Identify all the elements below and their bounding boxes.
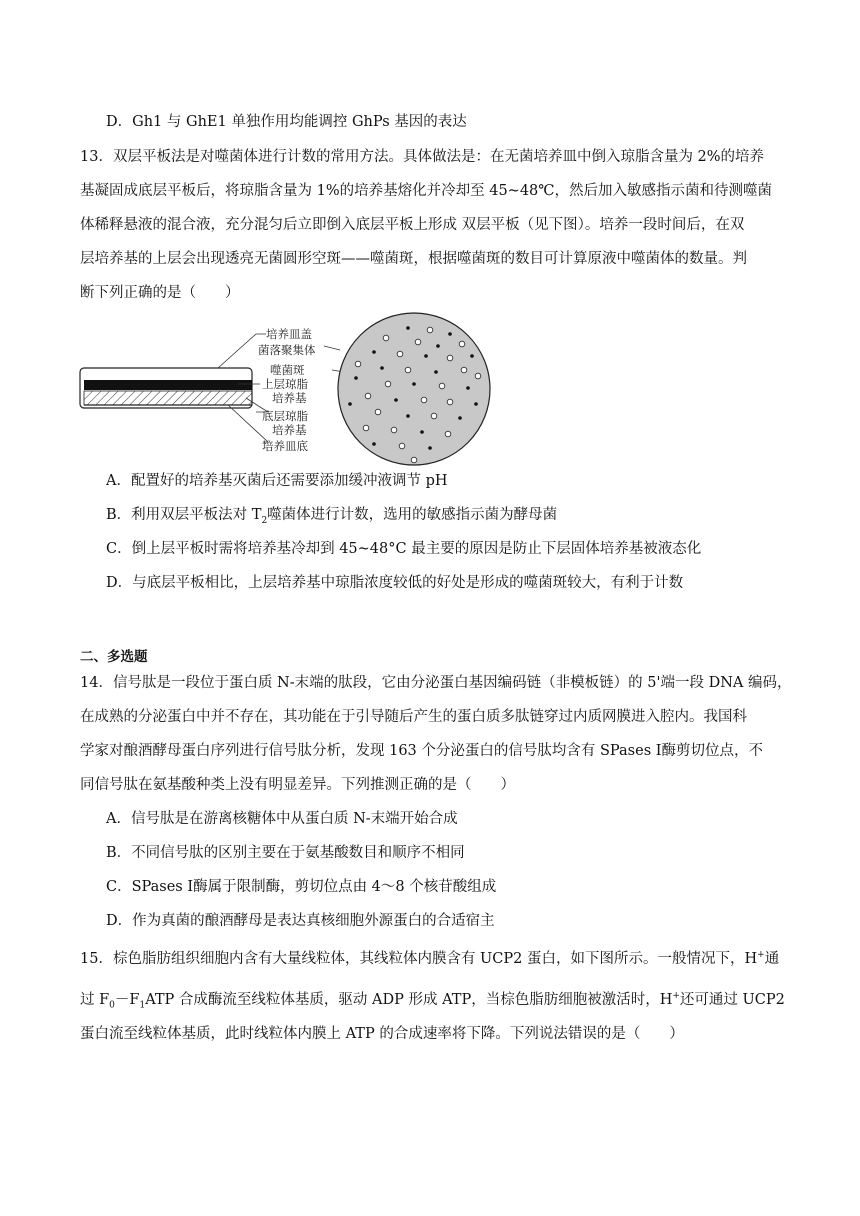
- plaque-dot: [363, 425, 369, 431]
- plaque-dot: [399, 443, 405, 449]
- q13-option-c: C．倒上层平板时需将培养基冷却到 45~48°C 最主要的原因是防止下层固体培养基被液态化: [106, 541, 702, 557]
- colony-dot: [406, 326, 410, 330]
- plaque-dot: [405, 367, 411, 373]
- colony-dot: [436, 344, 440, 348]
- colony-dot: [434, 370, 438, 374]
- q12-option-d: D．Gh1 与 GhE1 单独作用均能调控 GhPs 基因的表达: [106, 114, 467, 130]
- q13-option-b: B．利用双层平板法对 $T_2$噬菌体进行计数，选用的敏感指示菌为酵母菌: [106, 507, 558, 526]
- label-upper-medium: 培养基: [272, 391, 307, 405]
- plaque-dot: [447, 399, 453, 405]
- colony-dot: [354, 376, 358, 380]
- petri-dish-side-view: [80, 368, 252, 408]
- q13-stem-line-4: 层培养基的上层会出现透亮无菌圆形空斑——噬菌斑，根据噬菌斑的数目可计算原液中噬菌体的数量。判: [80, 251, 747, 267]
- colony-dot: [470, 354, 474, 358]
- q14-stem-line-3: 学家对酿酒酵母蛋白序列进行信号肽分析，发现 163 个分泌蛋白的信号肽均含有 SPases Ⅰ酶剪切位点，不: [80, 743, 763, 759]
- double-layer-plate-figure: [78, 312, 498, 467]
- plaque-dot: [415, 339, 421, 345]
- plaque-dot: [355, 361, 361, 367]
- label-plaque: 噬菌斑: [270, 363, 305, 377]
- label-lower-medium: 培养基: [272, 423, 307, 437]
- colony-dot: [458, 416, 462, 420]
- colony-dot: [372, 350, 376, 354]
- q14-option-c: C．SPases Ⅰ酶属于限制酶，剪切位点由 4～8 个核苷酸组成: [106, 879, 497, 895]
- colony-dot: [380, 366, 384, 370]
- q14-stem-line-1: 14．信号肽是一段位于蛋白质 N-末端的肽段，它由分泌蛋白基因编码链（非模板链）的 5'端一段 DNA 编码，: [80, 675, 792, 691]
- colony-dot: [448, 332, 452, 336]
- q13-stem-line-2: 基凝固成底层平板后，将琼脂含量为 1%的培养基熔化并冷却至 45~48℃，然后加入敏感指示菌和待测噬菌: [80, 183, 772, 199]
- q15-stem-line-1: 15．棕色脂肪组织细胞内含有大量线粒体，其线粒体内膜含有 UCP2 蛋白，如下图所示。一般情况下，H+通: [80, 950, 780, 967]
- label-colony-cluster: 菌落聚集体: [258, 343, 316, 357]
- colony-dot: [348, 402, 352, 406]
- plaque-dot: [459, 341, 465, 347]
- plaque-dot: [445, 431, 451, 437]
- colony-dot: [474, 402, 478, 406]
- q14-option-a: A．信号肽是在游离核糖体中从蛋白质 N-末端开始合成: [106, 811, 458, 827]
- colony-dot: [406, 414, 410, 418]
- q14-option-d: D．作为真菌的酿酒酵母是表达真核细胞外源蛋白的合适宿主: [106, 913, 495, 929]
- q13-stem-line-5: 断下列正确的是（ ）: [80, 285, 240, 301]
- plaque-dot: [439, 383, 445, 389]
- label-dish-lid: 培养皿盖: [266, 327, 312, 341]
- plaque-dot: [475, 373, 481, 379]
- label-dish-bottom: 培养皿底: [262, 439, 308, 453]
- q15-stem-line-3: 蛋白流至线粒体基质，此时线粒体内膜上 ATP 的合成速率将下降。下列说法错误的是（ ）: [80, 1026, 684, 1042]
- q14-stem-line-4: 同信号肽在氨基酸种类上没有明显差异。下列推测正确的是（ ）: [80, 777, 515, 793]
- colony-dot: [372, 442, 376, 446]
- colony-dot: [428, 446, 432, 450]
- plaque-dot: [383, 335, 389, 341]
- colony-dot: [420, 430, 424, 434]
- q13-stem-line-1: 13．双层平板法是对噬菌体进行计数的常用方法。具体做法是：在无菌培养皿中倒入琼脂含量为 2%的培养: [80, 149, 765, 165]
- label-upper-agar: 上层琼脂: [262, 377, 308, 391]
- upper-agar-layer: [84, 380, 252, 390]
- plaque-dot: [411, 457, 417, 463]
- section-heading: 二、多选题: [80, 649, 148, 665]
- q14-option-b: B．不同信号肽的区别主要在于氨基酸数目和顺序不相同: [106, 845, 465, 861]
- plaque-dot: [461, 367, 467, 373]
- plaque-dot: [427, 327, 433, 333]
- label-lower-agar: 底层琼脂: [262, 409, 308, 423]
- colony-dot: [394, 398, 398, 402]
- colony-dot: [466, 386, 470, 390]
- plaque-dot: [375, 409, 381, 415]
- colony-dot: [412, 382, 416, 386]
- plaque-dot: [365, 393, 371, 399]
- lower-agar-layer: [84, 391, 252, 405]
- plaque-dot: [391, 427, 397, 433]
- q15-stem-line-2: 过 $F_0-F_1ATP$ 合成酶流至线粒体基质，驱动 ADP 形成 ATP，当棕色脂肪细胞被激活时，H+还可通过 UCP2: [80, 991, 785, 1011]
- plaque-dot: [447, 355, 453, 361]
- plaque-dot: [431, 413, 437, 419]
- plaque-dot: [421, 397, 427, 403]
- plaque-dot: [397, 351, 403, 357]
- q13-option-d: D．与底层平板相比，上层培养基中琼脂浓度较低的好处是形成的噬菌斑较大，有利于计数: [106, 575, 684, 591]
- q13-option-a: A．配置好的培养基灭菌后还需要添加缓冲液调节 pH: [106, 473, 448, 489]
- q14-stem-line-2: 在成熟的分泌蛋白中并不存在，其功能在于引导随后产生的蛋白质多肽链穿过内质网膜进入腔内。我国科: [80, 709, 747, 725]
- colony-dot: [424, 354, 428, 358]
- plaque-dot: [385, 381, 391, 387]
- q13-stem-line-3: 体稀释悬液的混合液，充分混匀后立即倒入底层平板上形成 双层平板（见下图）。培养一段时间后，在双: [80, 217, 745, 233]
